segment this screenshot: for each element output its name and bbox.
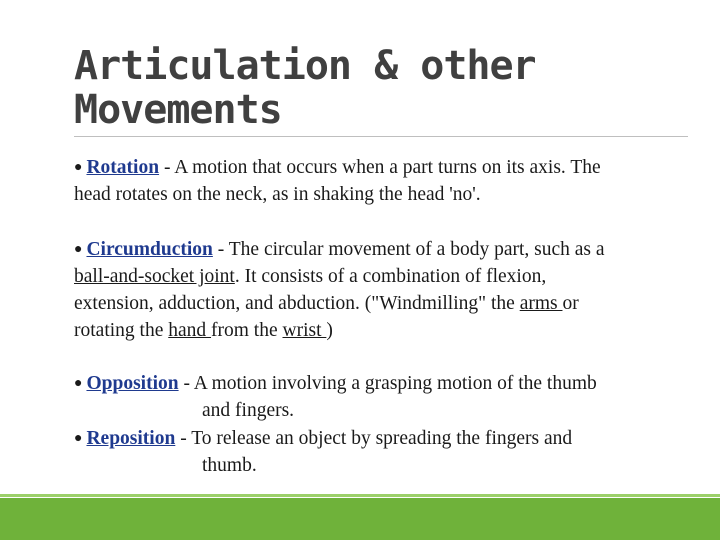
link-arms[interactable]: arms (519, 293, 563, 314)
circumduction-line-2 (74, 263, 674, 290)
item-circumduction (74, 236, 674, 344)
rotation-text: - A motion that occurs when a part turns on its axis. The (159, 157, 601, 178)
opposition-text: - A motion involving a grasping motion of the thumb (178, 373, 597, 394)
circumduction-line-4 (74, 317, 674, 344)
reposition-line-1 (74, 425, 674, 452)
opposition-line-2: and fingers. (202, 400, 295, 421)
item-opposition (74, 370, 674, 424)
link-wrist[interactable]: wrist (282, 320, 327, 341)
circumduction-text-2: . It consists of a combination of flexion, (234, 266, 547, 287)
circumduction-text-7: ) (326, 320, 333, 341)
term-reposition: Reposition (86, 428, 176, 449)
bullet-icon: ● (74, 431, 83, 446)
link-hand[interactable]: hand (168, 320, 212, 341)
bullet-icon: ● (74, 160, 83, 175)
circumduction-text-6: from the (211, 320, 283, 341)
circumduction-text-3: extension, adduction, and abduction. ("Windmilling" the (74, 293, 520, 314)
title-line-2: Movements (74, 87, 282, 133)
rotation-line-2: head rotates on the neck, as in shaking the head 'no'. (74, 184, 481, 205)
rotation-line-1 (74, 154, 674, 181)
term-circumduction: Circumduction (86, 239, 213, 260)
circumduction-text-4: or (562, 293, 579, 314)
link-ball-and-socket-joint[interactable]: ball-and-socket joint (74, 266, 235, 287)
circumduction-line-1 (74, 236, 674, 263)
term-rotation: Rotation (86, 157, 160, 178)
circumduction-line-3 (74, 290, 674, 317)
title-divider (74, 136, 688, 137)
circumduction-text-5: rotating the (74, 320, 169, 341)
title-line-1: Articulation & other (74, 43, 536, 89)
reposition-text: - To release an object by spreading the fingers and (175, 428, 573, 449)
bullet-icon: ● (74, 242, 83, 257)
bullet-icon: ● (74, 376, 83, 391)
item-reposition (74, 425, 674, 479)
item-rotation (74, 154, 674, 208)
slide-title (74, 44, 674, 132)
circumduction-text: - The circular movement of a body part, such as a (212, 239, 605, 260)
footer-accent-line (0, 494, 720, 497)
footer-bar (0, 498, 720, 540)
reposition-line-2: thumb. (202, 455, 257, 476)
opposition-line-1 (74, 370, 674, 397)
term-opposition: Opposition (86, 373, 179, 394)
